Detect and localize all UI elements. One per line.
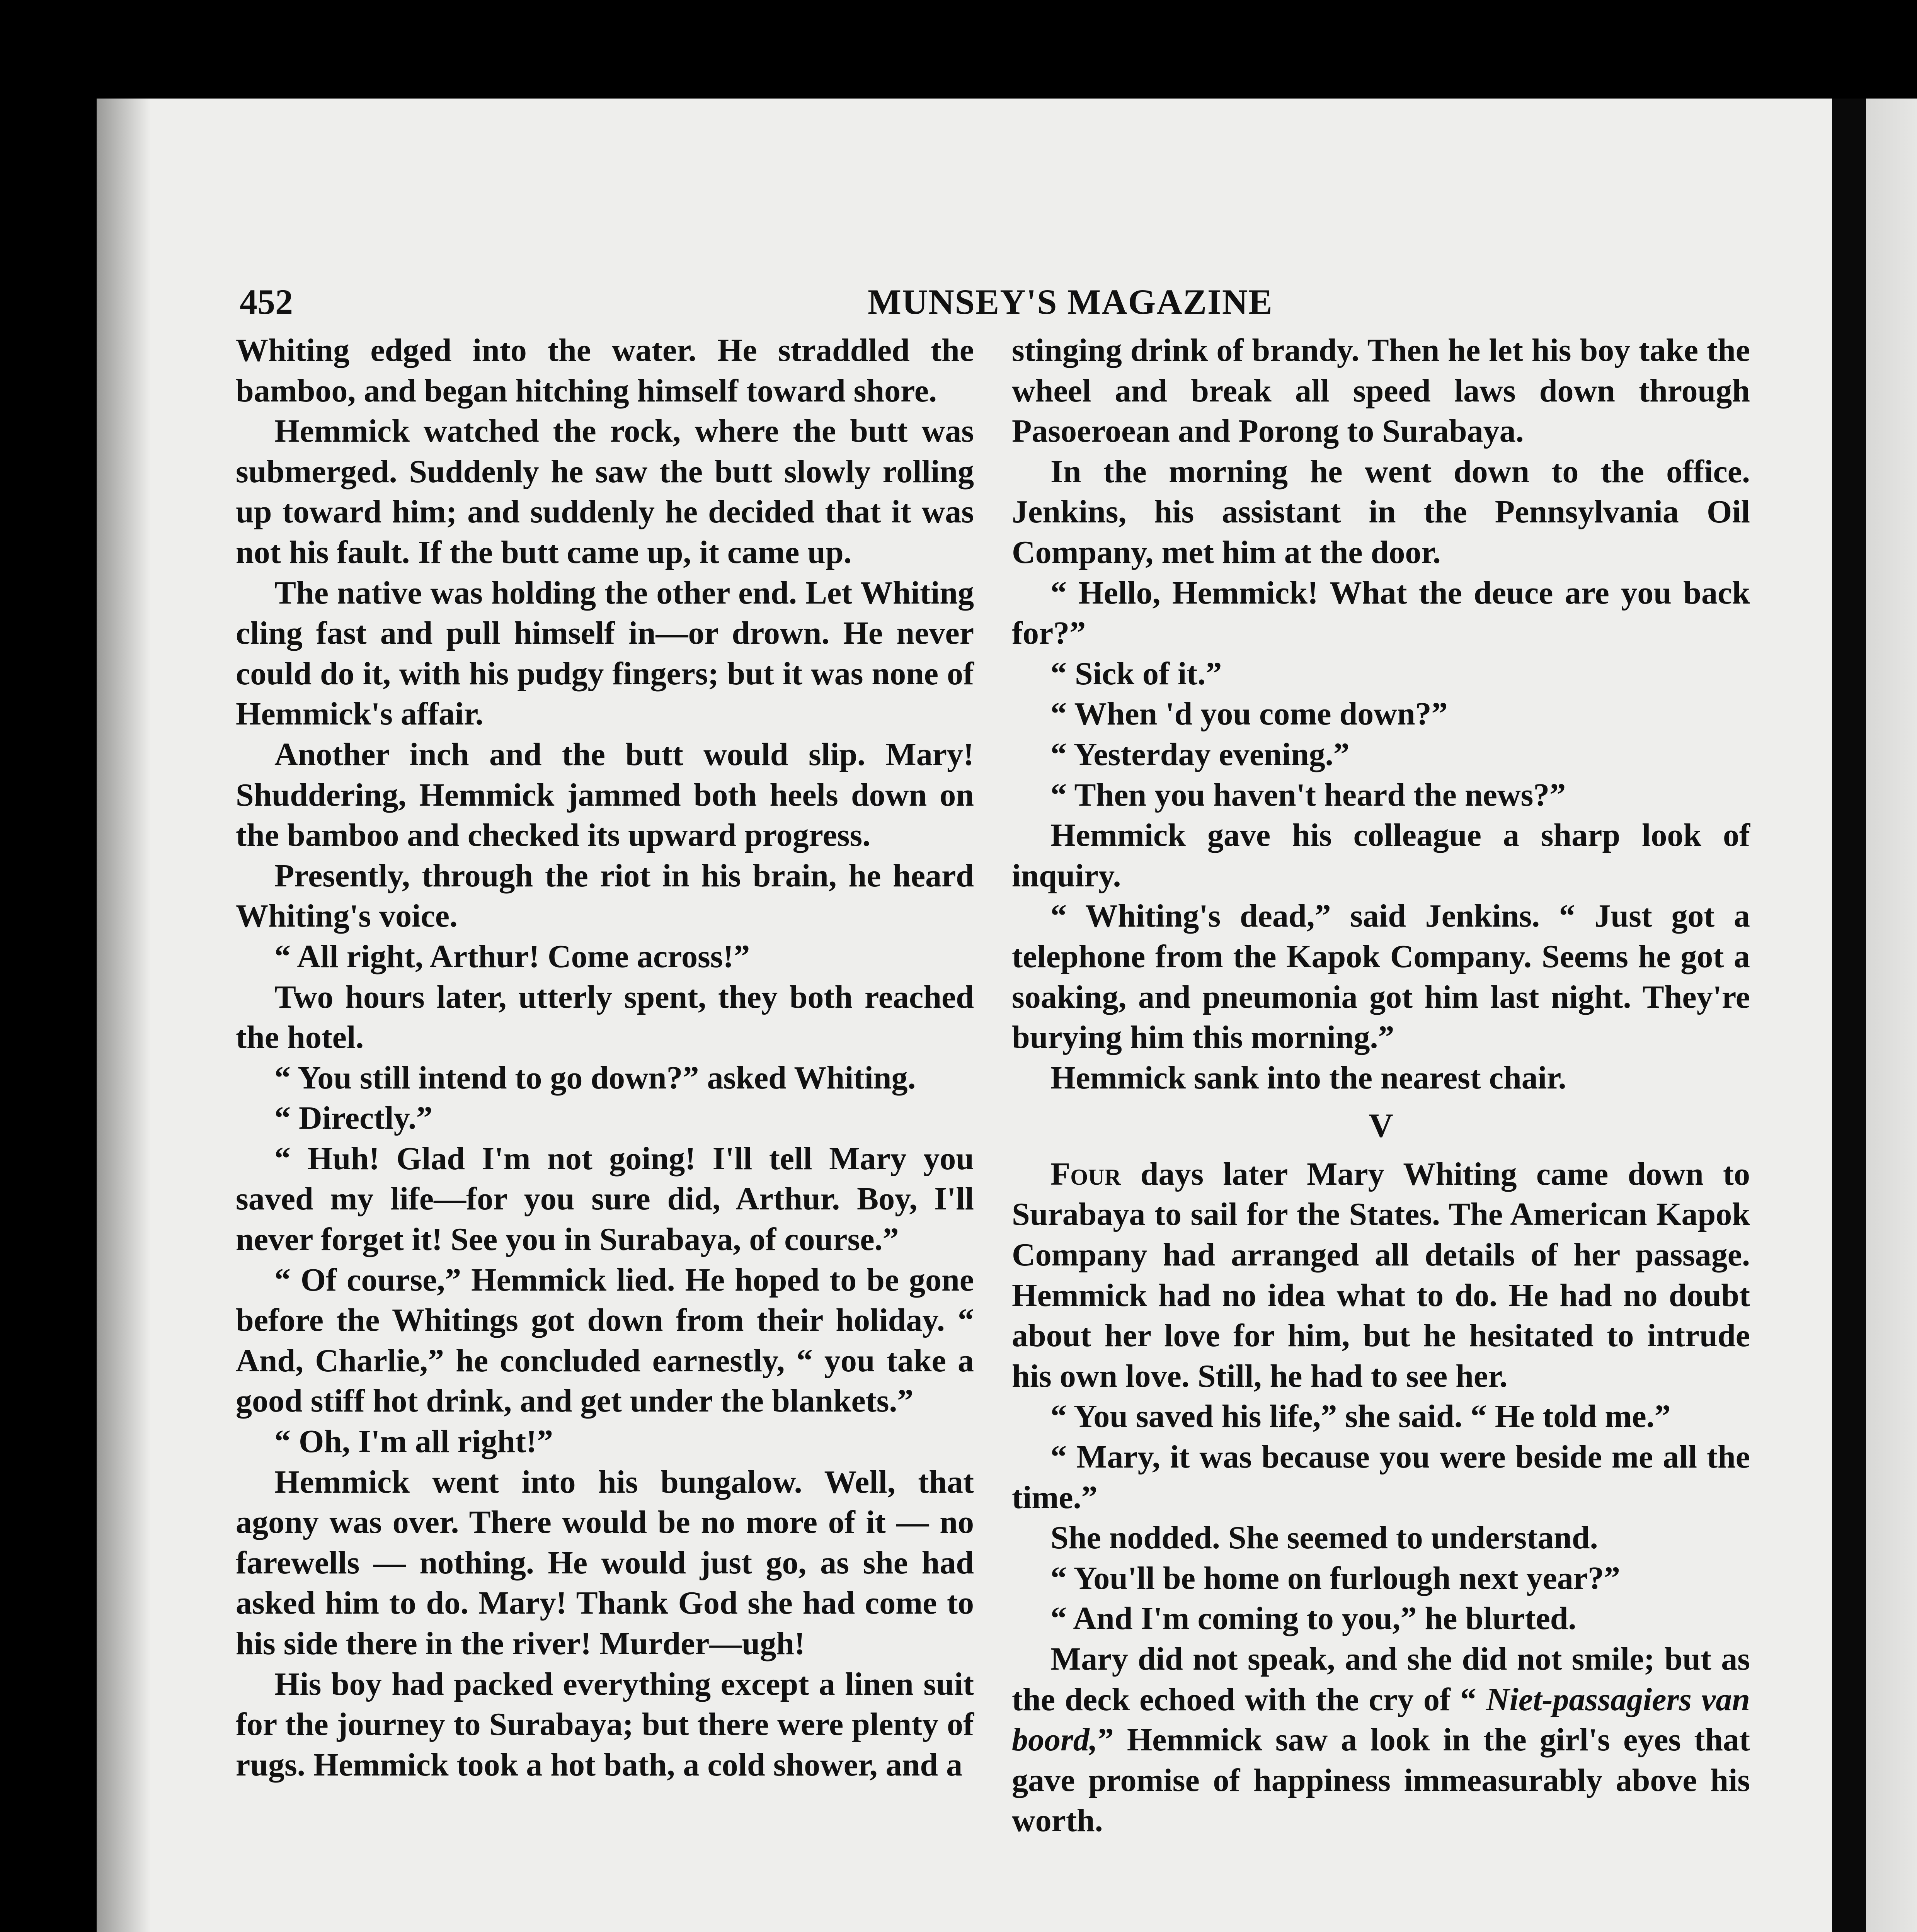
gutter-shadow [97, 99, 151, 1932]
right-column [1012, 330, 1750, 1841]
paragraph [1012, 1639, 1750, 1841]
magazine-page [97, 99, 1832, 1932]
paragraph: “ Hello, Hemmick! What the deuce are you back for?” [1012, 575, 1750, 651]
paragraph: “ Of course,” Hemmick lied. He hoped to be gone before the Whitings got down from their holiday. “ And, Charlie,” he concluded earnestly, “ you take a good stiff hot drink, and get under the blankets.” [236, 1262, 974, 1419]
paragraph: stinging drink of brandy. Then he let his boy take the wheel and break all speed laws down through Pasoeroean and Porong to Surabaya. [1012, 332, 1750, 449]
paragraph: Hemmick sank into the nearest chair. [1050, 1060, 1566, 1096]
paragraph-text: days later Mary Whiting came down to Surabaya to sail for the States. The American Kapok Company had arranged all details of her passage. Hemmick had no idea what to do. He had no doubt about her love for him, but he hesitated to intrude his own love. Still, he had to see her. [1012, 1156, 1750, 1394]
paragraph: The native was holding the other end. Let Whiting cling fast and pull himself in—or drown. He never could do it, with his pudgy fingers; but it was none of Hemmick's affair. [236, 575, 974, 732]
paragraph: “ Mary, it was because you were beside me all the time.” [1012, 1439, 1750, 1515]
paragraph [1012, 1154, 1750, 1397]
paragraph: “ Then you haven't heard the news?” [1050, 777, 1566, 813]
paragraph: “ All right, Arthur! Come across!” [274, 938, 750, 975]
paragraph: “ Whiting's dead,” said Jenkins. “ Just got a telephone from the Kapok Company. Seems he got a soaking, and pneumonia got him last night. They're burying him this morning.” [1012, 898, 1750, 1056]
paragraph: In the morning he went down to the office. Jenkins, his assistant in the Pennsylvania Oil Company, met him at the door. [1012, 453, 1750, 570]
paragraph: “ Sick of it.” [1050, 655, 1222, 692]
paragraph: “ Yesterday evening.” [1050, 736, 1350, 772]
paragraph: Two hours later, utterly spent, they both reached the hotel. [236, 979, 974, 1056]
paragraph: Whiting edged into the water. He straddled the bamboo, and began hitching himself toward shore. [236, 332, 974, 409]
paragraph: “ When 'd you come down?” [1050, 696, 1448, 732]
paragraph: “ Oh, I'm all right!” [274, 1423, 553, 1460]
adjacent-page-edge [1832, 99, 1917, 1932]
section-numeral: V [1369, 1107, 1393, 1145]
paragraph: “ You'll be home on furlough next year?” [1050, 1560, 1620, 1596]
paragraph: “ Directly.” [274, 1100, 433, 1136]
left-column [236, 330, 974, 1785]
dutch-phrase: Niet-passagiers van boord, [1012, 1681, 1750, 1758]
page-number: 452 [240, 282, 293, 321]
lead-word: Four [1050, 1156, 1121, 1192]
paragraph: “ And I'm coming to you,” he blurted. [1050, 1600, 1577, 1637]
paragraph: Hemmick watched the rock, where the butt was submerged. Suddenly he saw the butt slowly rolling up toward him; and suddenly he decided that it was not his fault. If the butt came up, it came up. [236, 413, 974, 570]
paragraph: “ You saved his life,” she said. “ He told me.” [1050, 1398, 1671, 1435]
paragraph: She nodded. She seemed to understand. [1050, 1520, 1598, 1556]
paragraph: “ Huh! Glad I'm not going! I'll tell Mary you saved my life—for you sure did, Arthur. Boy, I'll never forget it! See you in Surabaya, of course.” [236, 1140, 974, 1258]
paragraph: Presently, through the riot in his brain, he heard Whiting's voice. [236, 857, 974, 934]
paragraph: His boy had packed everything except a linen suit for the journey to Surabaya; but there were plenty of rugs. Hemmick took a hot bath, a cold shower, and a [236, 1666, 974, 1783]
paragraph-text: ” Hemmick saw a look in the girl's eyes that gave promise of happiness immeasurably above his worth. [1012, 1722, 1750, 1839]
paragraph: Hemmick gave his colleague a sharp look of inquiry. [1012, 817, 1750, 894]
paragraph-text: Mary did not speak, and she did not smile; but as the deck echoed with the cry of “ [1012, 1641, 1750, 1718]
paragraph: “ You still intend to go down?” asked Whiting. [274, 1060, 916, 1096]
paragraph: Another inch and the butt would slip. Mary! Shuddering, Hemmick jammed both heels down on the bamboo and checked its upward progress. [236, 736, 974, 854]
paragraph: Hemmick went into his bungalow. Well, that agony was over. There would be no more of it — no farewells — nothing. He would just go, as she had asked him to do. Mary! Thank God she had come to his side there in the river! Murder—ugh! [236, 1464, 974, 1662]
running-head: MUNSEY'S MAGAZINE [868, 282, 1273, 321]
